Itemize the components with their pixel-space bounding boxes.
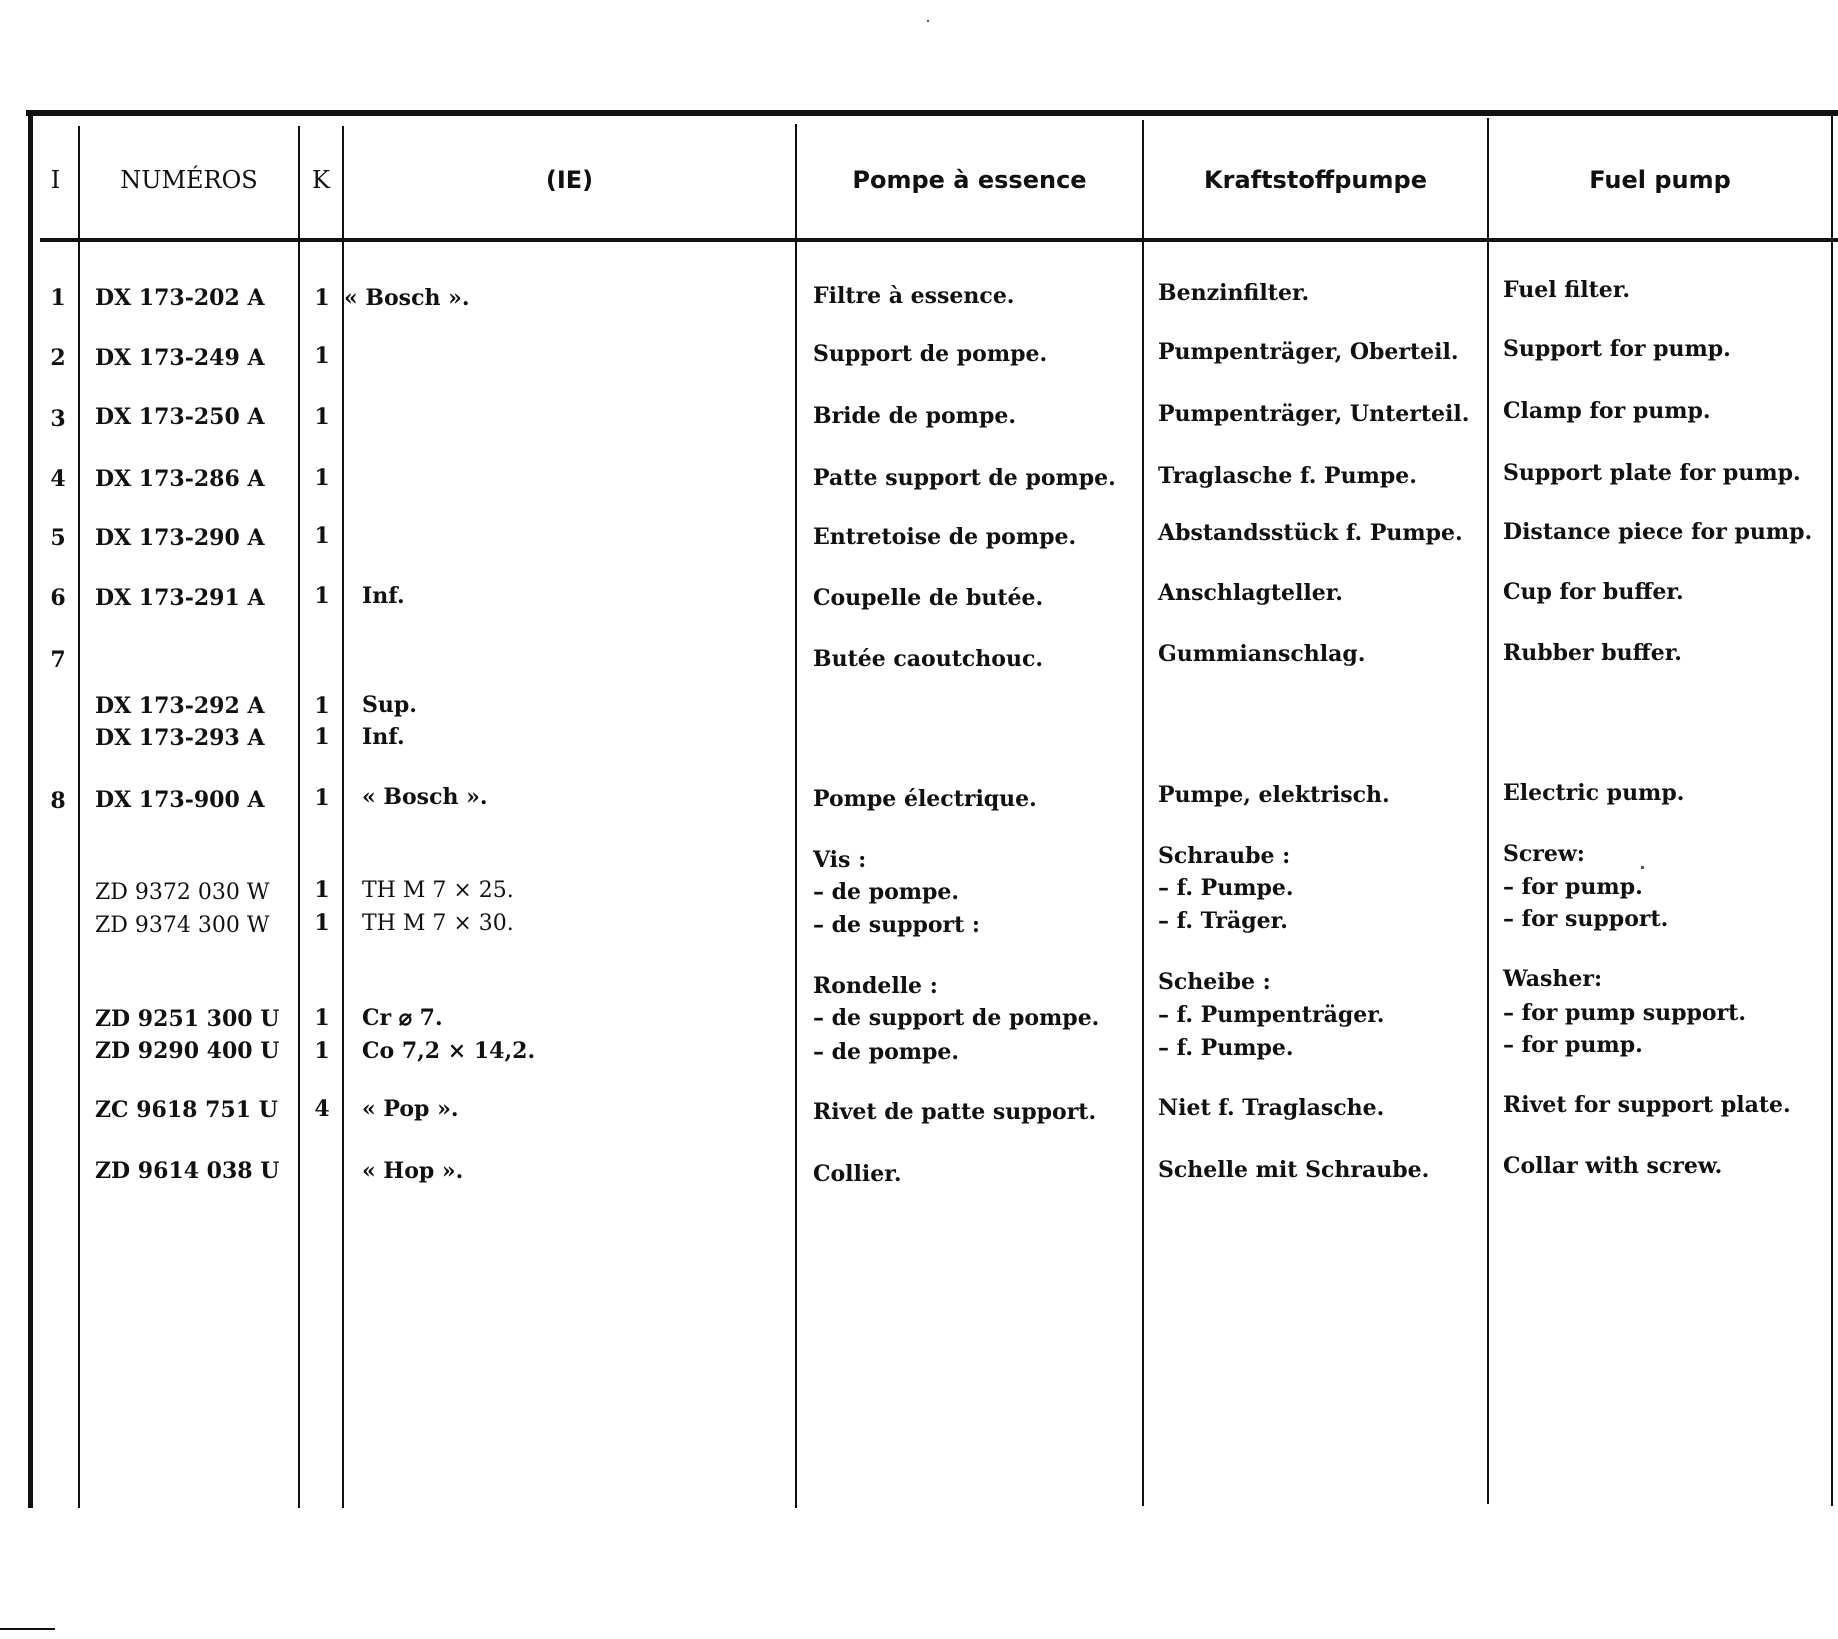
- quantity: 1: [314, 785, 330, 811]
- row-index: 8: [50, 788, 66, 814]
- part-number: DX 173-900 A: [95, 787, 265, 813]
- part-number: ZC 9618 751 U: [95, 1097, 278, 1123]
- ie-note: TH M 7 × 30.: [362, 911, 514, 936]
- ie-note: « Hop ».: [362, 1158, 464, 1184]
- ie-note: « Pop ».: [362, 1096, 459, 1122]
- header-kraftstoffpumpe: Kraftstoffpumpe: [1204, 166, 1427, 194]
- row-index: 2: [50, 345, 66, 371]
- scan-speck: [1641, 866, 1644, 869]
- quantity: 1: [314, 1038, 330, 1064]
- description-en: Distance piece for pump.: [1503, 519, 1813, 545]
- description-fr: – de pompe.: [813, 879, 960, 905]
- frame-right-border: [1831, 116, 1833, 1506]
- part-number: DX 173-250 A: [95, 404, 265, 430]
- quantity: 1: [314, 1005, 330, 1031]
- description-de: Pumpe, elektrisch.: [1158, 782, 1390, 808]
- quantity: 1: [314, 693, 330, 719]
- part-number: DX 173-291 A: [95, 585, 265, 611]
- description-fr: Patte support de pompe.: [813, 465, 1116, 491]
- description-fr: Bride de pompe.: [813, 403, 1016, 429]
- quantity: 1: [314, 285, 330, 311]
- part-number: ZD 9251 300 U: [95, 1006, 280, 1032]
- ie-note: Cr ⌀ 7.: [362, 1005, 443, 1031]
- description-en: Fuel filter.: [1503, 277, 1630, 303]
- row-index: 7: [50, 647, 66, 673]
- description-de: Scheibe :: [1158, 969, 1271, 995]
- description-fr: Butée caoutchouc.: [813, 646, 1044, 672]
- description-en: Rivet for support plate.: [1503, 1092, 1791, 1118]
- description-de: Pumpenträger, Unterteil.: [1158, 401, 1470, 427]
- quantity: 1: [314, 724, 330, 750]
- description-en: Screw:: [1503, 841, 1585, 867]
- description-fr: – de support :: [813, 912, 981, 938]
- description-fr: Coupelle de butée.: [813, 585, 1044, 611]
- row-index: 3: [50, 406, 66, 432]
- description-de: Schelle mit Schraube.: [1158, 1157, 1430, 1183]
- part-number: ZD 9374 300 W: [95, 913, 270, 938]
- description-fr: – de support de pompe.: [813, 1005, 1100, 1031]
- quantity: 1: [314, 877, 330, 903]
- description-de: Gummianschlag.: [1158, 641, 1366, 667]
- ie-note: Sup.: [362, 692, 417, 718]
- description-fr: Entretoise de pompe.: [813, 524, 1077, 550]
- row-index: 6: [50, 585, 66, 611]
- description-en: Electric pump.: [1503, 780, 1685, 806]
- quantity: 4: [314, 1096, 330, 1122]
- quantity: 1: [314, 465, 330, 491]
- description-en: Clamp for pump.: [1503, 398, 1711, 424]
- description-fr: Support de pompe.: [813, 341, 1048, 367]
- part-number: ZD 9290 400 U: [95, 1038, 280, 1064]
- description-de: – f. Pumpe.: [1158, 1035, 1294, 1061]
- quantity: 1: [314, 523, 330, 549]
- part-number: DX 173-202 A: [95, 285, 265, 311]
- description-de: – f. Pumpenträger.: [1158, 1002, 1385, 1028]
- description-fr: Collier.: [813, 1161, 902, 1187]
- description-de: – f. Träger.: [1158, 908, 1288, 934]
- description-fr: Rivet de patte support.: [813, 1099, 1097, 1125]
- ie-note: Inf.: [362, 583, 405, 609]
- description-en: – for pump support.: [1503, 1000, 1746, 1026]
- description-fr: – de pompe.: [813, 1039, 960, 1065]
- header-k: K: [312, 166, 330, 194]
- part-number: DX 173-286 A: [95, 466, 265, 492]
- ie-note: Co 7,2 × 14,2.: [362, 1038, 536, 1064]
- description-fr: Filtre à essence.: [813, 283, 1015, 309]
- description-en: Support plate for pump.: [1503, 460, 1801, 486]
- page-corner-mark: [0, 1628, 55, 1630]
- quantity: 1: [314, 343, 330, 369]
- header-fuel-pump: Fuel pump: [1589, 166, 1731, 194]
- divider-ie-fr: [795, 124, 797, 1508]
- description-de: Abstandsstück f. Pumpe.: [1158, 520, 1463, 546]
- description-de: Schraube :: [1158, 843, 1291, 869]
- row-index: 1: [50, 285, 66, 311]
- header-pompe-a-essence: Pompe à essence: [852, 166, 1087, 194]
- ie-note: « Bosch ».: [344, 285, 470, 311]
- part-number: DX 173-249 A: [95, 345, 265, 371]
- part-number: DX 173-290 A: [95, 525, 265, 551]
- description-de: Niet f. Traglasche.: [1158, 1095, 1385, 1121]
- description-fr: Rondelle :: [813, 973, 938, 999]
- description-de: Pumpenträger, Oberteil.: [1158, 339, 1459, 365]
- header-numeros: NUMÉROS: [120, 166, 258, 194]
- header-i: I: [50, 166, 61, 194]
- quantity: 1: [314, 583, 330, 609]
- part-number: ZD 9614 038 U: [95, 1158, 280, 1184]
- description-en: Collar with screw.: [1503, 1153, 1723, 1179]
- divider-fr-de: [1142, 120, 1144, 1506]
- part-number: ZD 9372 030 W: [95, 880, 270, 905]
- divider-de-en: [1487, 118, 1489, 1504]
- ie-note: Inf.: [362, 724, 405, 750]
- quantity: 1: [314, 910, 330, 936]
- divider-k-ie: [342, 126, 344, 1508]
- divider-numeros-k: [298, 126, 300, 1508]
- description-en: Rubber buffer.: [1503, 640, 1682, 666]
- ie-note: TH M 7 × 25.: [362, 878, 514, 903]
- part-number: DX 173-293 A: [95, 725, 265, 751]
- quantity: 1: [314, 404, 330, 430]
- description-de: – f. Pumpe.: [1158, 875, 1294, 901]
- description-en: Support for pump.: [1503, 336, 1731, 362]
- scan-speck: [927, 20, 929, 22]
- frame-left-border: [28, 114, 33, 1508]
- table-top-rule: [26, 110, 1838, 116]
- description-en: Cup for buffer.: [1503, 579, 1684, 605]
- divider-i-numeros: [78, 126, 80, 1508]
- description-fr: Pompe électrique.: [813, 786, 1037, 812]
- description-en: – for support.: [1503, 906, 1669, 932]
- header-bottom-rule: [40, 238, 1838, 242]
- description-de: Anschlagteller.: [1158, 580, 1343, 606]
- ie-note: « Bosch ».: [362, 784, 488, 810]
- description-en: Washer:: [1503, 966, 1603, 992]
- part-number: DX 173-292 A: [95, 693, 265, 719]
- row-index: 4: [50, 466, 66, 492]
- description-en: – for pump.: [1503, 874, 1643, 900]
- description-de: Benzinfilter.: [1158, 280, 1310, 306]
- description-de: Traglasche f. Pumpe.: [1158, 463, 1417, 489]
- header-ie: (IE): [545, 166, 594, 194]
- row-index: 5: [50, 525, 66, 551]
- description-en: – for pump.: [1503, 1032, 1643, 1058]
- description-fr: Vis :: [813, 847, 867, 873]
